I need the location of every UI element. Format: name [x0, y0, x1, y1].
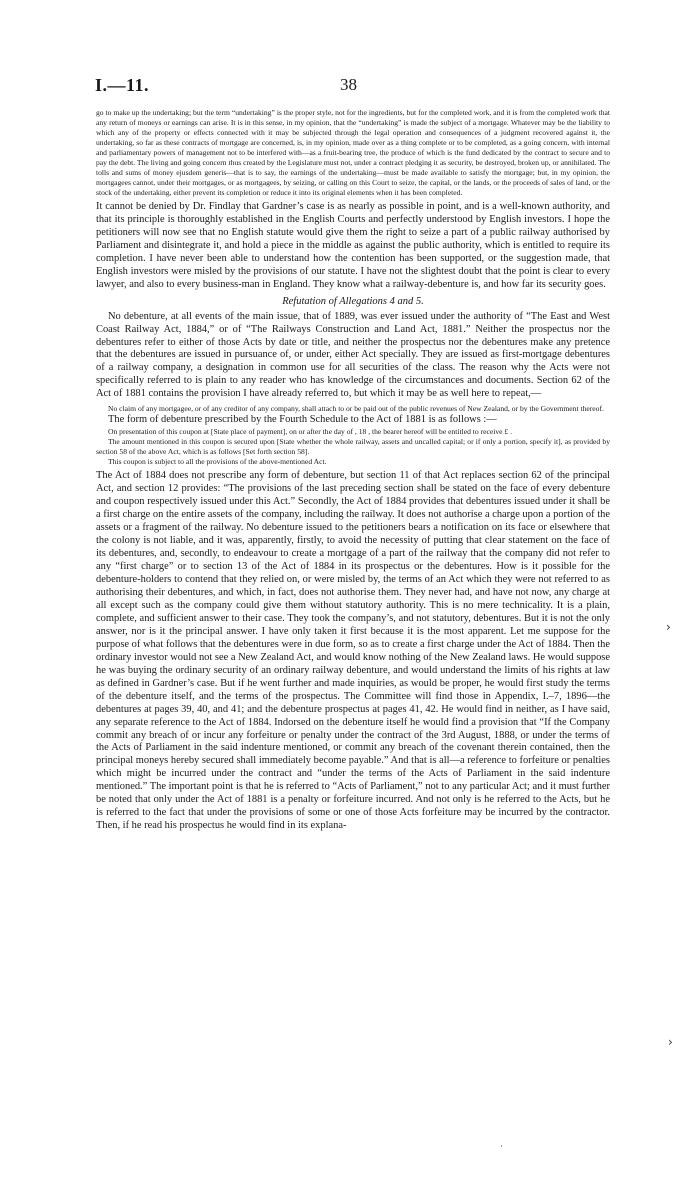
margin-mark: ›: [666, 620, 671, 634]
debenture-form-paragraph: The amount mentioned in this coupon is secured upon [State whether the whole railway, assets and uncalled capital; or if only a portion, specify it], as provided by section 58 of the above Act, which is as follows [Set forth section 58].: [96, 437, 610, 457]
margin-mark: ·: [500, 1142, 503, 1152]
body-paragraph: The form of debenture prescribed by the Fourth Schedule to the Act of 1881 is as follows :—: [108, 414, 497, 426]
debenture-form-paragraph: On presentation of this coupon at [State place of payment], on or after the day of , 18 , the bearer hereof will be entitled to receive £ .: [108, 427, 513, 437]
section-reference: I.—11.: [95, 75, 150, 95]
quoted-statute-paragraph: No claim of any mortgagee, or of any creditor of any company, shall attach to or be paid out of the public revenues of New Zealand, or by the Government thereof.: [108, 404, 604, 414]
body-paragraph: No debenture, at all events of the main issue, that of 1889, was ever issued under the authority of “The East and West Coast Railway Act, 1884,” or of “The Railways Construction and Land Act, 1881.” Neither the prospectus nor the debentures refer to either of those Acts by date or title, and neither the prospectus nor the debentures make any pretence that the debentures are issued in pursuance of, or under, either Act specially. They are issued as first-mortgage debentures of a railway company, a designation in common use for all securities of the class. The reason why the Acts were not specifically referred to is plain to any reader who has knowledge of the circumstances and documents. Section 62 of the Act of 1881 contains the provision I have already referred to, but which it may be as well here to repeat,—: [96, 310, 610, 400]
quoted-judgment-paragraph: go to make up the undertaking; but the term “undertaking” is the proper style, not for the ingredients, but for the completed work, and it is from the completed work that any return of moneys or earnings can arise. It is in this sense, in my opinion, that the “undertaking” is made the subject of a mortgage. Whatever may be the liability to which any of the property or effects connected with it may be subjected through the legal operation and consequences of a judgment recovered against it, the undertaking, so far as these contracts of mortgage are concerned, is, in my opinion, made over as a thing complete or to be completed, as a going concern, with internal and parliamentary powers of management not to be interfered with—as a fruit-bearing tree, the produce of which is the fund dedicated by the contract to secure and to pay the debt. The living and going concern thus created by the Legislature must not, under a contract pledging it as security, be destroyed, broken up, or annihilated. The tolls and sums of money ejusdem generis—that is to say, the earnings of the undertaking—must be made available to satisfy the mortgage; but, in my opinion, the mortgagees cannot, under their mortgages, or as mortgagees, by seizing, or calling on this Court to seize, the capital, or the lands, or the proceeds of sales of land, or the stock of the undertaking, either prevent its completion or reduce it into its original elements when it has been completed.: [96, 108, 610, 198]
page-number: 38: [340, 75, 357, 94]
debenture-form-paragraph: This coupon is subject to all the provisions of the above-mentioned Act.: [108, 457, 327, 467]
body-paragraph: It cannot be denied by Dr. Findlay that Gardner’s case is as nearly as possible in point, and is a well-known authority, and that its principle is thoroughly established in the English Courts and perfectly understood by English investors. I hope the petitioners will now see that no English statute would give them the right to seize a part of a public railway authorised by Parliament and disintegrate it, and hold a piece in the middle as against the public authority, which is entitled to require its completion. I have never been able to understand how the contention has been supported, or the suggestion made, that English investors were misled by the provisions of our statute. I have not the slightest doubt that the point is clear to every lawyer, and also to every business-man in England. They know what a railway-debenture is, and how far its security goes.: [96, 201, 610, 291]
body-paragraph: The Act of 1884 does not prescribe any form of debenture, but section 11 of that Act replaces section 62 of the principal Act, and section 12 provides: “The provisions of the last preceding section shall be stated on the face of every debenture and coupon respectively issued under this Act.” Secondly, the Act of 1884 provides that debentures issued under it shall be a first charge on the entire assets of the company, including the railway. It does not authorise a charge upon a portion of the assets or a fragment of the railway. No debenture issued to the petitioners bears a notification on its face or elsewhere that the colony is not liable, and it was, apparently, firstly, to avoid the necessity of putting that clear statement on the face of its debentures, and, secondly, to endeavour to create a mortgage of a part of the railway that the company did not refer to any “first charge” or to section 13 of the Act of 1884 in its prospectus or the debentures. How is it possible for the debenture-holders to contend that they relied on, or were misled by, the terms of an Act which they were not referred to as authorising their debentures, and which, in fact, does not authorise them. They never had, and have not now, any charge at all except such as the company could give them without statutory authority. This is no mere technicality. It is a plain, complete, and sufficient answer to their case. They took the company’s, and not statutory, debentures. But it is not the only answer, nor is it the principal answer. I have only taken it first because it is the most apparent. Let me suppose for the purpose of what follows that the debentures were in due form, so as to create a first charge under the Act of 1884. Then the ordinary investor would not see a New Zealand Act, and would know nothing of the New Zealand laws. He would suppose he was buying the ordinary security of an ordinary railway debenture, and would understand the limits of his rights at law as defined in Gardner’s case. But if he went further and made inquiries, as would be proper, he would first study the terms of the debenture itself, and the terms of the prospectus. The Committee will find those in Appendix, I.–7, 1896—the debentures at pages 39, 40, and 41; and the debenture prospectus at pages 41, 42. He would find in neither, as I have said, any separate reference to the Act of 1884. Indorsed on the debenture itself he would find a provision that “If the Company commit any breach of or incur any forfeiture or penalty under the contract of the 3rd August, 1888, or under the terms of the Acts of Parliament in the said indenture mentioned, or commit any breach of the covenant therein contained, then the principal moneys hereby secured shall immediately become payable.” And that is all—a reference to forfeiture or penalties which might be incurred under the contract and “under the terms of the Acts of Parliament in the said indenture mentioned.” The important point is that he is referred to “Acts of Parliament,” not to any particular Act; and it must further be noted that only under the Act of 1881 is a penalty or forfeiture incurred. And not only is he referred to the Acts, but he is referred to the fact that under the provisions of some or one of those Acts forfeiture may be incurred by the contractor. Then, if he read his prospectus he would find in its explana-: [96, 470, 610, 832]
section-heading: Refutation of Allegations 4 and 5.: [282, 296, 424, 308]
margin-mark: ›: [668, 1035, 673, 1049]
document-body: [96, 108, 610, 833]
